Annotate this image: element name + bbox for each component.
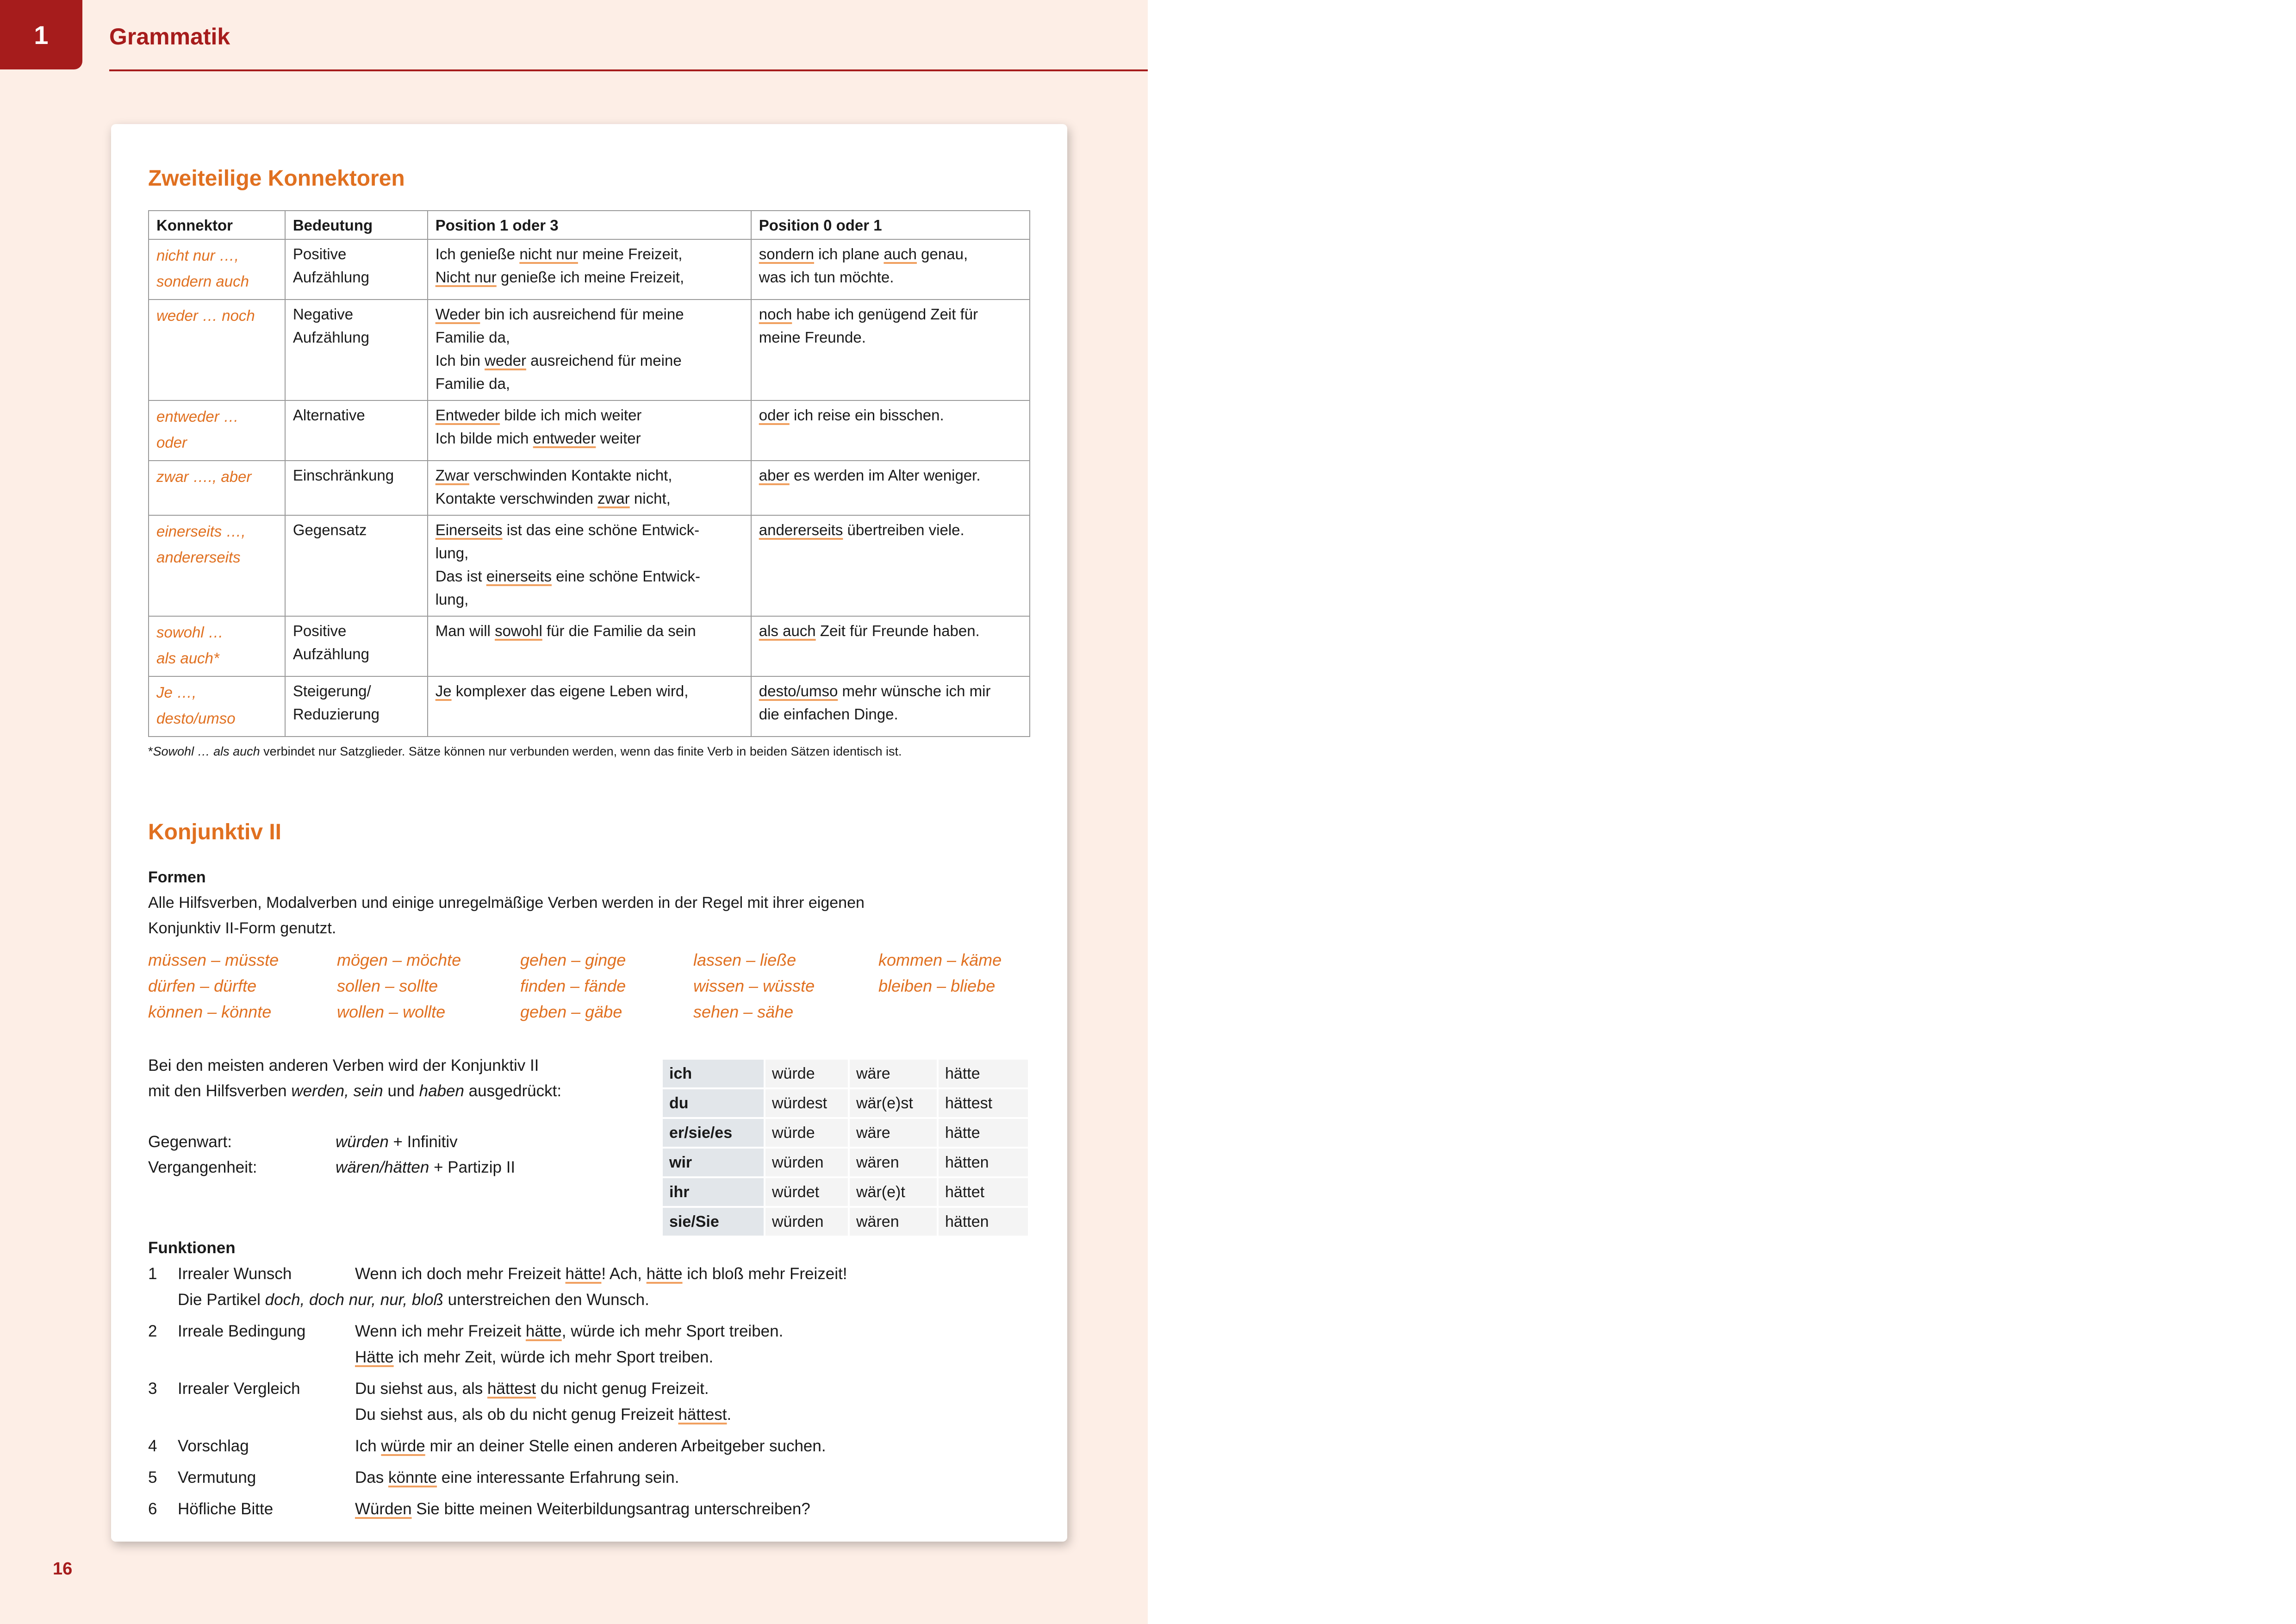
verb-form-cell: würden bbox=[765, 1149, 848, 1176]
bedeutung-cell bbox=[285, 300, 428, 400]
underlined-connector: hätte bbox=[525, 1322, 562, 1340]
table-row bbox=[663, 1208, 1028, 1236]
text-fragment: Du siehst aus, als ob du nicht genug Freizeit bbox=[355, 1405, 678, 1424]
table-row bbox=[149, 676, 1030, 737]
verb-form-pair: bleiben – bliebe bbox=[878, 976, 996, 995]
underlined-connector: Nicht nur bbox=[435, 269, 497, 286]
underlined-connector: sondern bbox=[759, 245, 815, 262]
table-row bbox=[663, 1089, 1028, 1117]
konnektor-text: entweder … bbox=[156, 408, 239, 425]
underlined-connector: würde bbox=[381, 1437, 425, 1455]
text-fragment: komplexer das eigene Leben wird, bbox=[451, 682, 689, 700]
example-line bbox=[759, 703, 1022, 726]
function-name: Höfliche Bitte bbox=[178, 1500, 274, 1518]
example-line bbox=[436, 404, 743, 427]
verb-form-cell: hätten bbox=[939, 1208, 1028, 1236]
konnektor-text: Je …, bbox=[156, 684, 197, 701]
konjunktiv-heading: Konjunktiv II bbox=[148, 820, 281, 844]
bedeutung-cell bbox=[285, 461, 428, 515]
pronoun-cell: er/sie/es bbox=[663, 1119, 764, 1147]
example-line bbox=[759, 464, 1022, 487]
bedeutung-cell bbox=[285, 515, 428, 616]
table-row bbox=[149, 239, 1030, 300]
table-row bbox=[663, 1119, 1028, 1147]
text-fragment: du nicht genug Freizeit. bbox=[536, 1380, 709, 1398]
konnektor-cell bbox=[149, 400, 285, 461]
list-item bbox=[148, 1465, 1030, 1491]
konnektor-text: als auch* bbox=[156, 650, 219, 667]
underlined-connector: zwar bbox=[597, 490, 630, 507]
underlined-connector: Je bbox=[435, 682, 452, 700]
connectors-table bbox=[148, 210, 1030, 737]
verb-form-pair: sehen – sähe bbox=[693, 1002, 794, 1021]
grammar-card bbox=[111, 124, 1067, 1542]
table-row bbox=[149, 616, 1030, 676]
example-line bbox=[759, 619, 1022, 643]
example-line bbox=[759, 326, 1022, 349]
verb-form-pair: wollen – wollte bbox=[337, 1002, 446, 1021]
verb-form-cell: wären bbox=[850, 1208, 937, 1236]
text-fragment: Wenn ich doch mehr Freizeit bbox=[355, 1265, 566, 1283]
example-line bbox=[759, 404, 1022, 427]
bedeutung-text: Aufzählung bbox=[292, 645, 369, 662]
example-line bbox=[436, 588, 743, 611]
table-row bbox=[149, 515, 1030, 616]
position-0-1-cell bbox=[751, 300, 1030, 400]
text-fragment: Wenn ich mehr Freizeit bbox=[355, 1322, 526, 1340]
verb-form-pair: müssen – müsste bbox=[148, 950, 279, 969]
function-example bbox=[355, 1433, 1030, 1459]
function-name: Vorschlag bbox=[178, 1437, 249, 1455]
example-line bbox=[436, 427, 743, 450]
underlined-connector: andererseits bbox=[759, 521, 843, 538]
underlined-connector: hättest bbox=[487, 1380, 536, 1398]
example-line bbox=[436, 326, 743, 349]
text-fragment: mir an deiner Stelle einen anderen Arbeitgeber suchen. bbox=[425, 1437, 826, 1455]
example-line bbox=[436, 303, 743, 326]
verb-form-pair: mögen – möchte bbox=[337, 950, 461, 969]
verb-form-cell: hättest bbox=[939, 1089, 1028, 1117]
konnektor-text: nicht nur …, bbox=[156, 247, 239, 264]
position-1-3-cell bbox=[428, 515, 751, 616]
example-column bbox=[878, 947, 1002, 999]
verb-form-cell: würde bbox=[765, 1060, 848, 1087]
formen-block bbox=[148, 865, 1030, 941]
konjugation-table bbox=[661, 1058, 1030, 1237]
verb-form-pair: kommen – käme bbox=[878, 950, 1002, 969]
list-item bbox=[148, 1496, 1030, 1522]
col-header-position-0-1: Position 0 oder 1 bbox=[751, 211, 1030, 239]
underlined-connector: hätte bbox=[565, 1265, 602, 1283]
function-example bbox=[355, 1318, 1030, 1344]
list-item bbox=[148, 1261, 1030, 1313]
example-line bbox=[759, 303, 1022, 326]
function-example bbox=[355, 1496, 1030, 1522]
konnektor-text: einerseits …, bbox=[156, 523, 246, 540]
example-column bbox=[148, 947, 279, 1025]
text-fragment: was ich tun möchte. bbox=[759, 269, 894, 286]
verb-form-pair: dürfen – dürfte bbox=[148, 976, 257, 995]
text-fragment: Die Partikel bbox=[178, 1291, 265, 1309]
example-line bbox=[436, 243, 743, 266]
underlined-connector: entweder bbox=[533, 430, 596, 447]
text-fragment: eine schöne Entwick- bbox=[551, 568, 700, 585]
text-fragment: nicht, bbox=[629, 490, 671, 507]
konnektor-cell bbox=[149, 616, 285, 676]
position-0-1-cell bbox=[751, 515, 1030, 616]
text-fragment: lung, bbox=[435, 544, 469, 562]
position-0-1-cell bbox=[751, 676, 1030, 737]
verb-form-cell: wär(e)st bbox=[850, 1089, 937, 1117]
text-fragment: ich plane bbox=[814, 245, 884, 262]
text-fragment: bin ich ausreichend für meine bbox=[480, 306, 684, 323]
text-fragment: eine interessante Erfahrung sein. bbox=[437, 1468, 679, 1487]
text-fragment: Ich bin bbox=[435, 352, 485, 369]
bedeutung-cell bbox=[285, 616, 428, 676]
text-fragment: ist das eine schöne Entwick- bbox=[502, 521, 700, 538]
underlined-connector: könnte bbox=[388, 1468, 437, 1487]
verb-form-cell: wäre bbox=[850, 1119, 937, 1147]
function-number: 1 bbox=[148, 1265, 157, 1283]
text-fragment: genieße ich meine Freizeit, bbox=[496, 269, 684, 286]
text-fragment: Zeit für Freunde haben. bbox=[815, 622, 980, 639]
text-fragment: bilde ich mich weiter bbox=[500, 406, 642, 424]
text-fragment: genau, bbox=[917, 245, 968, 262]
text-fragment: Kontakte verschwinden bbox=[435, 490, 598, 507]
example-line bbox=[436, 372, 743, 395]
position-0-1-cell bbox=[751, 239, 1030, 300]
pronoun-cell: ich bbox=[663, 1060, 764, 1087]
section-header: Grammatik bbox=[109, 24, 230, 50]
bedeutung-text: Reduzierung bbox=[292, 706, 380, 723]
intro-line-1: Bei den meisten anderen Verben wird der Konjunktiv II bbox=[148, 1056, 539, 1074]
example-line bbox=[436, 565, 743, 588]
text-fragment: ! Ach, bbox=[601, 1265, 647, 1283]
function-number: 6 bbox=[148, 1500, 157, 1518]
formen-text-line-2: Konjunktiv II-Form genutzt. bbox=[148, 919, 336, 937]
konnektor-text: oder bbox=[156, 434, 187, 451]
verb-form-pair: gehen – ginge bbox=[520, 950, 626, 969]
verb-form-cell: würde bbox=[765, 1119, 848, 1147]
text-fragment: . bbox=[727, 1405, 732, 1424]
konnektor-text: sowohl … bbox=[156, 624, 224, 641]
example-line bbox=[436, 266, 743, 289]
function-name: Irreale Bedingung bbox=[178, 1322, 306, 1340]
text-fragment: unterstreichen den Wunsch. bbox=[443, 1291, 649, 1309]
konnektor-text: andererseits bbox=[156, 549, 241, 566]
bedeutung-text: Aufzählung bbox=[292, 329, 369, 346]
table-row bbox=[149, 300, 1030, 400]
vergangenheit-row: Vergangenheit: wären/hätten + Partizip II bbox=[148, 1158, 516, 1176]
example-line bbox=[759, 243, 1022, 266]
example-line bbox=[759, 680, 1022, 703]
verb-form-pair: geben – gäbe bbox=[520, 1002, 622, 1021]
text-fragment: meine Freunde. bbox=[759, 329, 866, 346]
underlined-connector: noch bbox=[759, 306, 792, 323]
funktionen-block bbox=[148, 1235, 1030, 1522]
example-line bbox=[759, 266, 1022, 289]
position-1-3-cell bbox=[428, 400, 751, 461]
verb-form-cell: hätten bbox=[939, 1149, 1028, 1176]
example-line bbox=[759, 518, 1022, 542]
connectors-header-row bbox=[149, 211, 1030, 239]
bedeutung-text: Negative bbox=[292, 306, 354, 323]
underlined-connector: desto/umso bbox=[759, 682, 838, 700]
bedeutung-text: Aufzählung bbox=[292, 269, 369, 286]
konnektor-cell bbox=[149, 515, 285, 616]
intro-line-2: mit den Hilfsverben werden, sein und haben ausgedrückt: bbox=[148, 1082, 562, 1100]
position-0-1-cell bbox=[751, 400, 1030, 461]
konnektor-text: desto/umso bbox=[156, 710, 236, 727]
underlined-connector: oder bbox=[759, 406, 790, 424]
underlined-connector: aber bbox=[759, 467, 790, 484]
text-fragment: für die Familie da sein bbox=[542, 622, 696, 639]
function-example bbox=[355, 1465, 1030, 1491]
verb-form-cell: hätte bbox=[939, 1119, 1028, 1147]
underlined-connector: Zwar bbox=[435, 467, 470, 484]
verb-form-pair: wissen – wüsste bbox=[693, 976, 815, 995]
underlined-connector: auch bbox=[884, 245, 917, 262]
verb-form-cell: wär(e)t bbox=[850, 1178, 937, 1206]
text-fragment: meine Freizeit, bbox=[578, 245, 683, 262]
text-fragment: Das ist bbox=[435, 568, 486, 585]
underlined-connector: als auch bbox=[759, 622, 816, 639]
bedeutung-cell bbox=[285, 239, 428, 300]
function-number: 2 bbox=[148, 1322, 157, 1340]
konnektor-cell bbox=[149, 676, 285, 737]
pronoun-cell: wir bbox=[663, 1149, 764, 1176]
chapter-number-tab: 1 bbox=[0, 0, 82, 69]
example-line bbox=[436, 542, 743, 565]
text-fragment: Ich bbox=[355, 1437, 381, 1455]
text-fragment: Ich genieße bbox=[435, 245, 520, 262]
example-line bbox=[436, 619, 743, 643]
bedeutung-cell bbox=[285, 400, 428, 461]
underlined-connector: Weder bbox=[435, 306, 480, 323]
position-1-3-cell bbox=[428, 300, 751, 400]
text-fragment: Ich bilde mich bbox=[435, 430, 533, 447]
konnektor-text: zwar …., aber bbox=[156, 468, 252, 485]
underlined-connector: sowohl bbox=[495, 622, 542, 639]
position-0-1-cell bbox=[751, 616, 1030, 676]
example-column bbox=[520, 947, 626, 1025]
text-fragment: die einfachen Dinge. bbox=[759, 706, 898, 723]
col-header-position-1-3: Position 1 oder 3 bbox=[428, 211, 751, 239]
bedeutung-cell bbox=[285, 676, 428, 737]
function-name: Irrealer Wunsch bbox=[178, 1265, 292, 1283]
text-fragment: habe ich genügend Zeit für bbox=[792, 306, 978, 323]
connectors-heading: Zweiteilige Konnektoren bbox=[148, 166, 405, 191]
example-column bbox=[337, 947, 461, 1025]
function-note bbox=[178, 1287, 1030, 1313]
formen-text-line-1: Alle Hilfsverben, Modalverben und einige unregelmäßige Verben werden in der Regel mit ihrer eigenen bbox=[148, 894, 865, 912]
text-fragment: Sie bitte meinen Weiterbildungsantrag unterschreiben? bbox=[411, 1500, 810, 1518]
text-fragment: Das bbox=[355, 1468, 388, 1487]
example-column bbox=[693, 947, 815, 1025]
text-fragment: Familie da, bbox=[435, 329, 510, 346]
verb-form-pair: sollen – sollte bbox=[337, 976, 438, 995]
position-1-3-cell bbox=[428, 676, 751, 737]
konnektor-cell bbox=[149, 239, 285, 300]
text-fragment: Familie da, bbox=[435, 375, 510, 392]
table-row bbox=[149, 400, 1030, 461]
function-name: Vermutung bbox=[178, 1468, 256, 1487]
function-example bbox=[355, 1344, 1030, 1370]
example-line bbox=[436, 487, 743, 510]
funktionen-title: Funktionen bbox=[148, 1239, 236, 1257]
function-name: Irrealer Vergleich bbox=[178, 1380, 300, 1398]
function-example bbox=[355, 1261, 1030, 1287]
text-fragment: mehr wünsche ich mir bbox=[838, 682, 991, 700]
underlined-connector: Würden bbox=[355, 1500, 412, 1518]
text-fragment: weiter bbox=[596, 430, 641, 447]
formen-title: Formen bbox=[148, 868, 206, 886]
bedeutung-text: Positive bbox=[292, 245, 347, 262]
verb-form-cell: würdet bbox=[765, 1178, 848, 1206]
table-row bbox=[663, 1178, 1028, 1206]
underlined-connector: Einerseits bbox=[435, 521, 503, 538]
verb-form-cell: hättet bbox=[939, 1178, 1028, 1206]
function-number: 4 bbox=[148, 1437, 157, 1455]
verb-form-cell: würden bbox=[765, 1208, 848, 1236]
bedeutung-text: Positive bbox=[292, 622, 347, 639]
konnektor-text: sondern auch bbox=[156, 273, 249, 290]
underlined-connector: Entweder bbox=[435, 406, 500, 424]
gegenwart-row: Gegenwart: würden + Infinitiv bbox=[148, 1133, 458, 1151]
pronoun-cell: sie/Sie bbox=[663, 1208, 764, 1236]
position-1-3-cell bbox=[428, 616, 751, 676]
verb-form-cell: wäre bbox=[850, 1060, 937, 1087]
list-item bbox=[148, 1318, 1030, 1370]
bedeutung-text: Steigerung/ bbox=[292, 682, 371, 700]
underlined-connector: hättest bbox=[678, 1405, 727, 1424]
text-fragment: doch, doch nur, nur, bloß bbox=[265, 1291, 443, 1309]
text-fragment: ich reise ein bisschen. bbox=[789, 406, 944, 424]
example-line bbox=[436, 349, 743, 372]
function-example bbox=[355, 1402, 1030, 1428]
list-item bbox=[148, 1376, 1030, 1428]
underlined-connector: hätte bbox=[646, 1265, 683, 1283]
example-line bbox=[436, 464, 743, 487]
text-fragment: übertreiben viele. bbox=[843, 521, 964, 538]
text-fragment: ausreichend für meine bbox=[526, 352, 682, 369]
header-rule bbox=[109, 69, 1148, 71]
function-example bbox=[355, 1376, 1030, 1402]
text-fragment: Man will bbox=[435, 622, 495, 639]
konjunktiv-explanation bbox=[148, 1053, 639, 1180]
table-row bbox=[149, 461, 1030, 515]
text-fragment: Du siehst aus, als bbox=[355, 1380, 487, 1398]
position-1-3-cell bbox=[428, 461, 751, 515]
connectors-body bbox=[149, 239, 1030, 737]
underlined-connector: weder bbox=[485, 352, 526, 369]
underlined-connector: nicht nur bbox=[519, 245, 578, 262]
bedeutung-text: Einschränkung bbox=[292, 467, 394, 484]
konnektor-cell bbox=[149, 300, 285, 400]
col-header-konnektor: Konnektor bbox=[149, 211, 285, 239]
text-fragment: ich mehr Zeit, würde ich mehr Sport treiben. bbox=[393, 1348, 714, 1366]
verb-form-cell: würdest bbox=[765, 1089, 848, 1117]
verb-form-pair: lassen – ließe bbox=[693, 950, 796, 969]
verb-form-cell: hätte bbox=[939, 1060, 1028, 1087]
text-fragment: ich bloß mehr Freizeit! bbox=[682, 1265, 847, 1283]
verb-form-pair: finden – fände bbox=[520, 976, 626, 995]
page-number: 16 bbox=[53, 1559, 73, 1579]
verb-form-cell: wären bbox=[850, 1149, 937, 1176]
function-number: 5 bbox=[148, 1468, 157, 1487]
example-line bbox=[436, 518, 743, 542]
underlined-connector: Hätte bbox=[355, 1348, 394, 1366]
example-line bbox=[436, 680, 743, 703]
position-1-3-cell bbox=[428, 239, 751, 300]
pronoun-cell: du bbox=[663, 1089, 764, 1117]
col-header-bedeutung: Bedeutung bbox=[285, 211, 428, 239]
text-fragment: es werden im Alter weniger. bbox=[789, 467, 981, 484]
underlined-connector: einerseits bbox=[486, 568, 552, 585]
table-row bbox=[663, 1060, 1028, 1087]
verb-form-pair: können – könnte bbox=[148, 1002, 272, 1021]
text-fragment: , würde ich mehr Sport treiben. bbox=[561, 1322, 784, 1340]
konnektor-cell bbox=[149, 461, 285, 515]
connectors-footnote: *Sowohl … als auch verbindet nur Satzglieder. Sätze können nur verbunden werden, wenn das finite Verb in beiden Sätzen identisch ist. bbox=[148, 744, 902, 758]
position-0-1-cell bbox=[751, 461, 1030, 515]
list-item bbox=[148, 1433, 1030, 1459]
table-row bbox=[663, 1149, 1028, 1176]
bedeutung-text: Alternative bbox=[292, 406, 365, 424]
bedeutung-text: Gegensatz bbox=[292, 521, 367, 538]
text-fragment: lung, bbox=[435, 591, 469, 608]
konnektor-text: weder … noch bbox=[156, 307, 255, 324]
pronoun-cell: ihr bbox=[663, 1178, 764, 1206]
function-number: 3 bbox=[148, 1380, 157, 1398]
text-fragment: verschwinden Kontakte nicht, bbox=[469, 467, 672, 484]
